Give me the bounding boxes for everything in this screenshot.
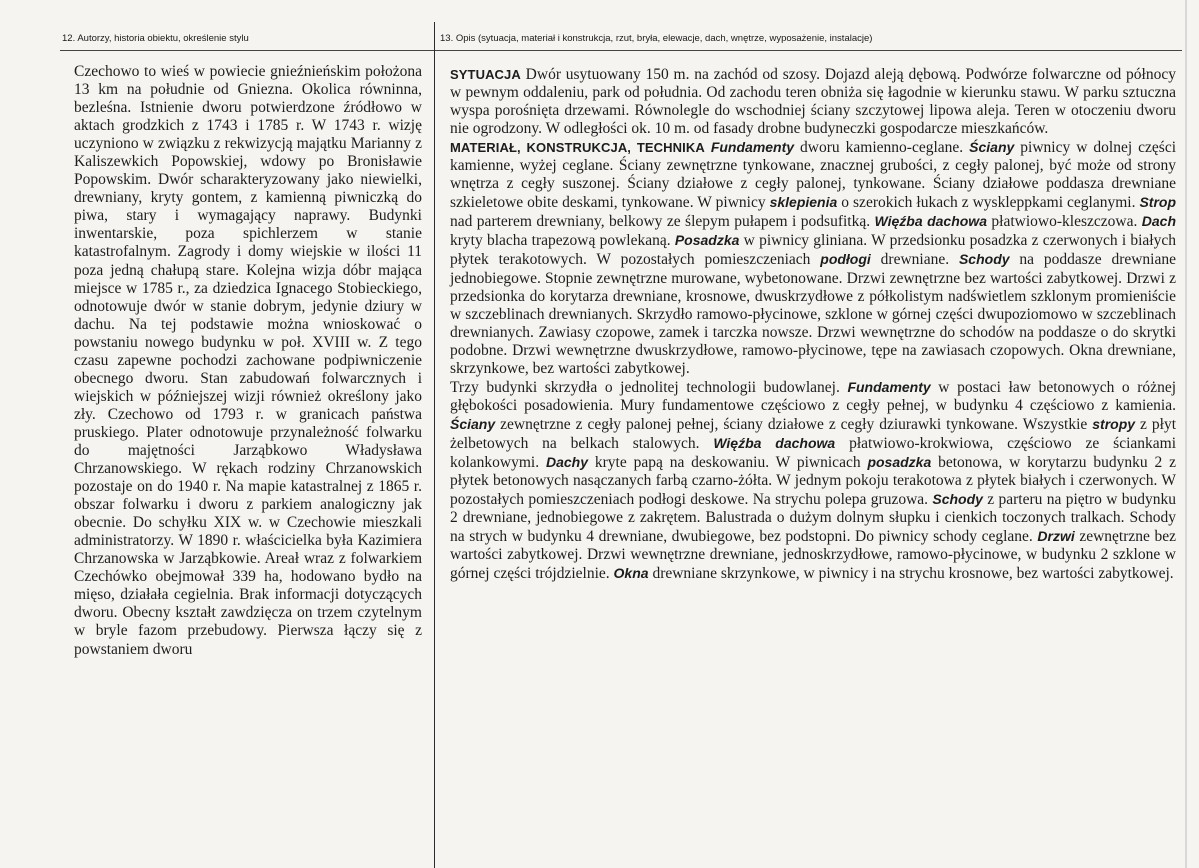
right_column.material-text-segment: dworu kamienno-ceglane. (794, 139, 970, 157)
right_column.material-keyword: Fundamenty (710, 139, 795, 156)
column-divider (434, 22, 435, 868)
right_column.material-keyword: Strop (1139, 194, 1177, 211)
right_column.material-text-segment: o szerokich łukach z wyskleppkami ceglanymi. (837, 194, 1140, 212)
right_column.material-text-segment: kryty blacha trapezową powlekaną. (450, 232, 675, 250)
right_column.material-text-segment: nad parterem drewniany, belkowy ze ślepym pułapem i podsufitką. (450, 213, 875, 231)
right_column.budynki-text-segment: kryte papą na deskowaniu. W piwnicach (588, 453, 868, 471)
right_column.budynki-keyword: Schody (932, 491, 983, 508)
page-edge (1185, 0, 1187, 868)
right_column.budynki-text-segment: drewniane skrzynkowe, w piwnicy i na strychu krosnowe, bez wartości zabytkowej. (648, 565, 1174, 583)
right_column.budynki-text-segment: zewnętrzne bez wartości zabytkowej. Drzwi wewnętrzne drewniane, jednoskrzydłowe, ramowo-płycinowe, w budynku 2 szklone w górnej części trójdzielnie. (450, 528, 1176, 583)
situation-label: SYTUACJA (450, 67, 521, 82)
right_column.budynki-keyword: Fundamenty (847, 378, 931, 395)
material-label: MATERIAŁ, KONSTRUKCJA, TECHNIKA (450, 140, 705, 156)
right_column.budynki-text-segment: z parteru na piętro w budynku 2 drewniane, jednobiegowe z zakrętem. Balustrada o dużym dolnym słupku i cienkich toczonych tralkach. Schody na strych w budynku 4 drewniane, dwubiegowe, bez podstopni. Do piwnicy schody ceglane. (450, 491, 1177, 546)
right_column.budynki-keyword: Więźba dachowa (713, 434, 836, 451)
material-text (450, 139, 1176, 377)
right_column.budynki-keyword: Ściany (450, 415, 496, 432)
right_column.budynki-keyword: Dachy (545, 453, 589, 470)
buildings-paragraph (450, 378, 1176, 584)
description-column (450, 66, 1176, 583)
right_column.budynki-text-segment: płatwiowo-krokwiowa, częściowo ze ściankami kolankowymi. (450, 434, 1176, 471)
right_column.budynki-keyword: posadzka (867, 453, 932, 470)
section-12-header: 12. Autorzy, historia obiektu, określenie stylu (62, 33, 249, 44)
right_column.budynki-keyword: stropy (1092, 415, 1136, 432)
right_column.budynki-text-segment: w postaci ław betonowych o różnej głębokości posadowienia. Mury fundamentowe częściowo z cegły pełnej, w budynku 4 częściowo z kamienia. (450, 378, 1177, 414)
right_column.material-text-segment: płatwiowo-kleszczowa. (987, 213, 1142, 231)
situation-text: Dwór usytuowany 150 m. na zachód od szosy. Dojazd aleją dębową. Podwórze folwarczne od północy w pewnym oddaleniu, park od południa. Od zachodu teren obniża się łagodnie w kierunku stawu. W parku sztuczna wyspa porośnięta drzewami. Równolegle do wschodniej ściany szczytowej lipowa aleja. Teren w otoczeniu dworu nie ogrodzony. W odległości ok. 10 m. od fasady drobne budyneczki gospodarcze mieszkańców. (450, 66, 1176, 138)
right_column.material-text-segment: drewniane. (870, 251, 959, 269)
right_column.budynki-text-segment: betonowa, w korytarzu budynku 2 z płytek betonowych nasączanych farbą czarno-żółta. W jednym pokoju terakotowa z płytek białych i czerwonych. W pozostałych pomieszczeniach podłogi deskowe. Na strychu polepa gruzowa. (450, 453, 1176, 509)
right_column.material-keyword: Więźba dachowa (874, 213, 987, 230)
right_column.material-keyword: Schody (958, 251, 1010, 268)
right_column.budynki-text-segment: Trzy budynki skrzydła o jednolitej technologii budowlanej. (450, 378, 848, 396)
right_column.material-keyword: Posadzka (674, 232, 740, 249)
right_column.material-text-segment: w piwnicy gliniana. W przedsionku posadzka z czerwonych i białych płytek terakotowych. W pozostałych pomieszczeniach (450, 232, 1176, 269)
right_column.budynki-text-segment: zewnętrzne z cegły palonej pełnej, ściany działowe z cegły dziurawki tynkowane. Wszystkie (495, 415, 1093, 433)
right_column.material-keyword: sklepienia (769, 194, 838, 211)
right_column.budynki-keyword: Drzwi (1037, 528, 1075, 545)
material-paragraph (450, 138, 1176, 378)
right_column.material-keyword: Ściany (969, 139, 1015, 156)
right_column.material-keyword: Dach (1141, 213, 1176, 230)
right_column.material-keyword: podłogi (820, 251, 871, 268)
header-rule (60, 50, 1182, 51)
history-text: Czechowo to wieś w powiecie gnieźnieńskim położona 13 km na południe od Gniezna. Okolica równinna, bezleśna. Istnienie dworu potwierdzone źródłowo w aktach grodzkich z 1743 i 1785 r. W 1743 r. wizję uczyniono w związku z rekwizycją majątku Marianny z Kaliszewkich Popowskiej, wdowy po Bronisławie Popowskim. Dwór scharakteryzowany jako niewielki, drewniany, kryty gontem, z kamienną piwniczką do piwa, stary i wymagający naprawy. Budynki inwentarskie, poza spichlerzem w stanie katastrofalnym. Zagrody i domy wiejskie w ilości 11 poza jedną chałupą stare. Kolejna wizja dóbr mająca miejsce w 1785 r., za dziedzica Ignacego Stobieckiego, odnotowuje dwór w stanie dobrym, jedynie dziury w dachu. Na tej podstawie można wnioskować o powstaniu nowego budynku w poł. XVIII w. Z tego czasu zapewne pochodzi zachowane podpiwniczenie obecnego dworu. Stan zabudowań folwarcznych i wiejskich w późniejszej wizji również określony jako zły. Czechowo od 1793 r. w granicach państwa pruskiego. Plater odnotowuje przynależność folwarku do majętności Jarząbkowo Władysława Chrzanowskiego. W rękach rodziny Chrzanowskich pozostaje on do 1940 r. Na mapie katastralnej z 1865 r. obszar folwarku i dworu z parkiem analogiczny jak obecnie. Do schyłku XIX w. w Czechowie mieszkali administratorzy. W 1890 r. właścicielka była Kazimiera Chrzanowska w Jarząbkowie. Areał wraz z folwarkiem Czechówko obejmował 339 ha, hodowano bydło na mięso, działała cegielnia. Brak informacji dotyczących dworu. Obecny kształt zawdzięcza on trzem czytelnym w bryle fazom przebudowy. Pierwsza łączy się z powstaniem dworu (74, 63, 422, 658)
right_column.material-text-segment: piwnicy w dolnej części kamienne, wyżej ceglane. Ściany zewnętrzne tynkowane, znacznej grubości, z cegły palonej, być może od strony wnętrza z cegły suszonej. Ściany działowe z cegły palonej, tynkowane. Ściany działowe poddasza drewniane szkieletowe obite deskami, tynkowane. W piwnicy (450, 139, 1177, 212)
right_column.budynki-keyword: Okna (613, 565, 649, 582)
situation-paragraph (450, 66, 1176, 138)
section-13-header: 13. Opis (sytuacja, materiał i konstrukcja, rzut, bryła, elewacje, dach, wnętrze, wyposażenie, instalacje) (440, 33, 873, 44)
right_column.budynki-text-segment: z płyt żelbetowych na belkach stalowych. (450, 415, 1176, 452)
right_column.material-text-segment: na poddasze drewniane jednobiegowe. Stopnie zewnętrzne murowane, wybetonowane. Drzwi zewnętrzne bez wartości zabytkowej. Drzwi z przedsionka do korytarza drewniane, krosnowe, dwuskrzydłowe z półkolistym nadświetlem szklonym promieniście w szczeblinach drewnianych. Skrzydło ramowo-płycinowe, szklone w górnej części dwupoziomowo w szczeblinach drewnianych. Zawiasy czopowe, zamek i tarczka nowsze. Drzwi wewnętrzne do schodów na poddasze o do skrytki podobne. Drzwi wewnętrzne dwuskrzydłowe, ramowo-płycinowe, tępe na zawiasach czopowych. Okna drewniane, skrzynkowe, bez wartości zabytkowej. (450, 251, 1176, 377)
